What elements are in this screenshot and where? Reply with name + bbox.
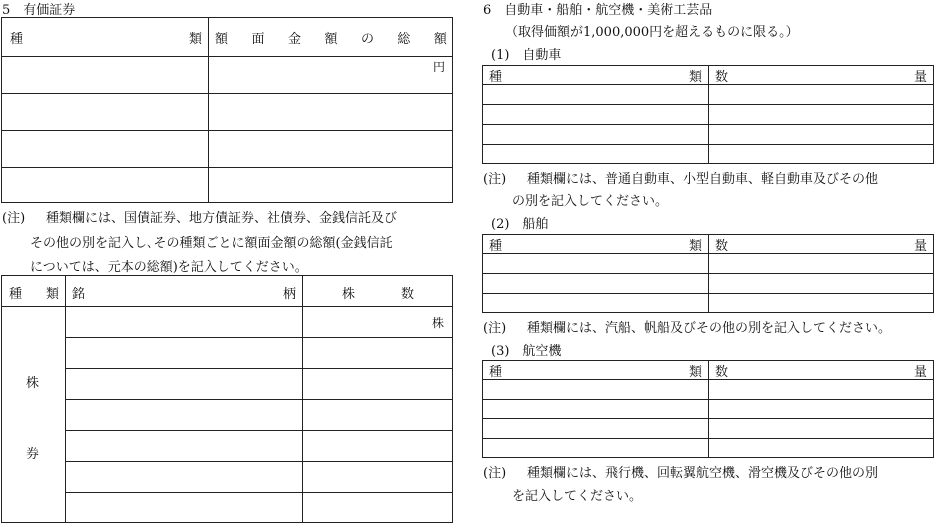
securities-header-char: 額: [433, 32, 447, 47]
aircraft-col-divider: [708, 360, 709, 458]
securities-yen-unit: 円: [433, 60, 446, 74]
securities-header-kind: 種 類: [10, 32, 202, 47]
securities-row-line: [1, 93, 453, 94]
section-5-title: 5 有価証券: [2, 3, 76, 18]
stock-header-line: [1, 306, 453, 307]
securities-header-char: 額: [324, 32, 338, 47]
ships-row-line: [482, 273, 934, 274]
securities-row-line: [1, 130, 453, 131]
cars-note-line: 種類欄には、普通自動車、小型自動車、軽自動車及びその他: [527, 172, 879, 187]
stock-side-label: 株: [26, 376, 40, 391]
securities-note-line: については、元本の総額)を記入してください。: [30, 260, 308, 275]
securities-row-line: [1, 56, 453, 57]
cars-header-quantity: 数 量: [715, 70, 927, 85]
cars-row-line: [482, 124, 934, 125]
stock-header-shares: 株 数: [342, 287, 414, 302]
aircraft-header-quantity: 数 量: [715, 365, 927, 380]
stock-row-line: [65, 430, 453, 431]
stock-row-line: [65, 492, 453, 493]
aircraft-row-line: [482, 438, 934, 439]
section-6-title: 6 自動車・船舶・航空機・美術工芸品: [483, 3, 713, 18]
securities-header-char: 総: [397, 32, 411, 47]
cars-col-divider: [708, 65, 709, 164]
securities-col-divider: [208, 17, 209, 203]
stock-side-label: 券: [26, 447, 40, 462]
ships-title: (2) 船舶: [491, 217, 549, 232]
stock-row-line: [65, 337, 453, 338]
aircraft-note-line: を記入してください。: [512, 489, 643, 504]
stock-header-brand: 銘 柄: [72, 287, 296, 302]
stock-row-line: [65, 368, 453, 369]
ships-header-kind: 種 類: [489, 239, 702, 254]
cars-note-mark: (注): [483, 172, 507, 187]
securities-header-face-value-total: [215, 28, 447, 47]
ships-header-quantity: 数 量: [715, 239, 927, 254]
securities-header-char: 金: [287, 32, 301, 47]
securities-row-line: [1, 167, 453, 168]
aircraft-row-line: [482, 418, 934, 419]
aircraft-note-line: 種類欄には、飛行機、回転翼航空機、滑空機及びその他の別: [527, 466, 879, 481]
cars-note-line: の別を記入してください。: [512, 194, 669, 209]
section-6-subtitle: （取得価額が1,000,000円を超えるものに限る。）: [505, 25, 799, 40]
securities-note-line: その他の別を記入し､その種類ごとに額面金額の総額(金銭信託: [30, 236, 393, 251]
ships-note-line: 種類欄には、汽船、帆船及びその他の別を記入してください。: [527, 321, 892, 336]
aircraft-note-mark: (注): [483, 466, 507, 481]
cars-title: (1) 自動車: [491, 48, 562, 63]
stock-row-line: [65, 399, 453, 400]
cars-row-line: [482, 144, 934, 145]
securities-header-char: 面: [251, 32, 265, 47]
aircraft-row-line: [482, 399, 934, 400]
stock-header-kind: 種 類: [9, 287, 59, 302]
aircraft-header-kind: 種 類: [489, 365, 702, 380]
securities-note-line: 種類欄には、国債証券、地方債証券、社債券、金銭信託及び: [46, 211, 398, 226]
ships-note-mark: (注): [483, 321, 507, 336]
stock-row-line: [65, 461, 453, 462]
stock-share-unit: 株: [432, 316, 445, 330]
aircraft-title: (3) 航空機: [491, 344, 562, 359]
ships-row-line: [482, 293, 934, 294]
securities-header-char: の: [360, 32, 374, 47]
securities-note-mark: (注): [2, 211, 26, 226]
securities-header-char: 額: [215, 32, 229, 47]
cars-row-line: [482, 104, 934, 105]
cars-header-kind: 種 類: [489, 70, 702, 85]
